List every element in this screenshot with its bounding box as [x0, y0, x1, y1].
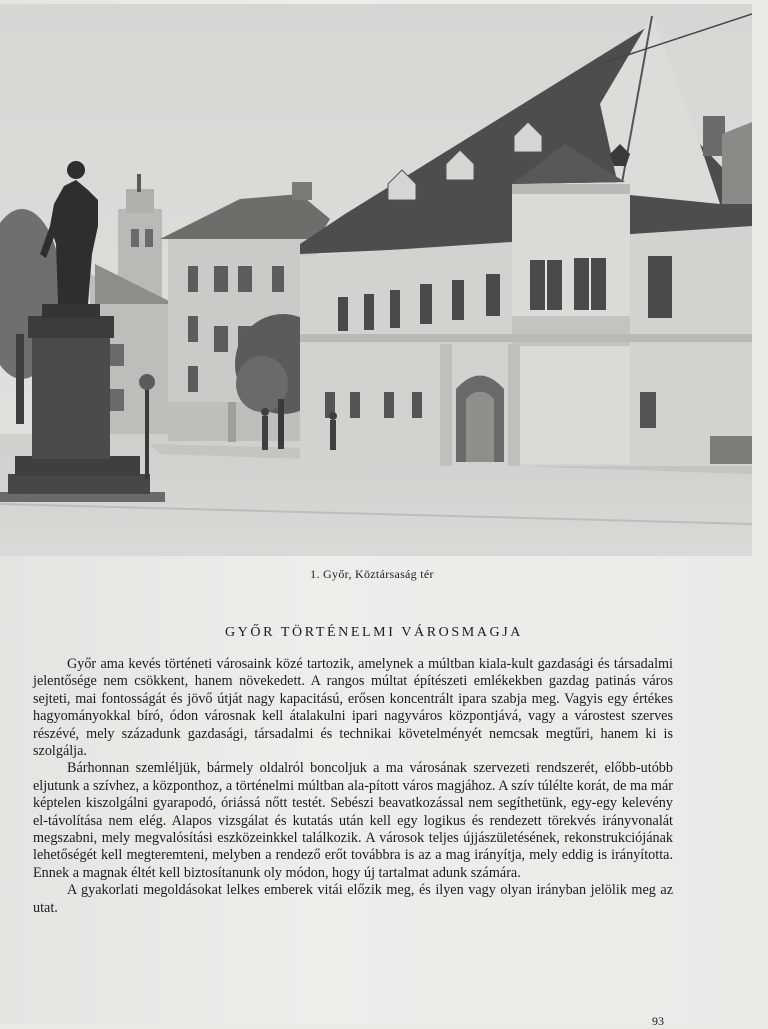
caption-text: 1. Győr, Köztársaság tér — [310, 567, 434, 581]
article-heading — [0, 625, 768, 641]
paragraph-2: Bárhonnan szemléljük, bármely oldalról boncoljuk a ma városának szervezeti rendszerét, előbb-utóbb eljutunk a szívhez, a központhoz, a történelmi múltban ala-pított város magjához. A szív túlélte korát, de ma már képtelen kiszolgálni gyarapodó, óriássá nőtt testét. Sebészi beavatkozással nem segíthetünk, egy-egy kelevény el-távolítása nem elég. Alapos vizsgálat és kutatás után kell egy logikus és rendezett törekvés irányvonalát megszabni, mely megvalósítási eszközeinkkel találkozik. A városok teljes újjászületésének, rekonstrukciójának lehetőségét kell megteremteni, melyben a rendező erőt továbbra is az a mag irányítja, mely eddig is irányította. Ennek a magnak éltét kell biztosítanunk oly módon, hogy új tartalmat adunk számára. — [33, 760, 673, 881]
paragraph-3: A gyakorlati megoldásokat lelkes emberek vitái előzik meg, és ilyen vagy olyan irányban jelölik meg az utat. — [33, 882, 673, 916]
paragraph-1: Győr ama kevés történeti városaink közé tartozik, amelynek a múltban kiala-kult gazdasági és társadalmi jelentősége nem csökkent, hanem növekedett. A rangos múltat építészeti emlékekben gazdag patinás város sejteti, mai fontosságát és jövő útját nagy kapacitású, erősen koncentrált ipara szabja meg. Vagyis egy értékes hagyományokkal bíró, ódon városnak kell átalakulni ipari nagyváros központjává, vagy a várostest szerves részévé, mely századunk gazdasági, társadalmi és technikai követelményét nemcsak megtűri, hanem ki is szolgálja. — [33, 656, 673, 760]
page-number: 93 — [652, 1014, 664, 1028]
article-body — [33, 656, 673, 917]
photo-caption — [0, 567, 768, 582]
photo-illustration — [0, 4, 752, 556]
heading-text: GYŐR TÖRTÉNELMI VÁROSMAGJA — [224, 625, 524, 640]
town-square-photo — [0, 4, 752, 556]
